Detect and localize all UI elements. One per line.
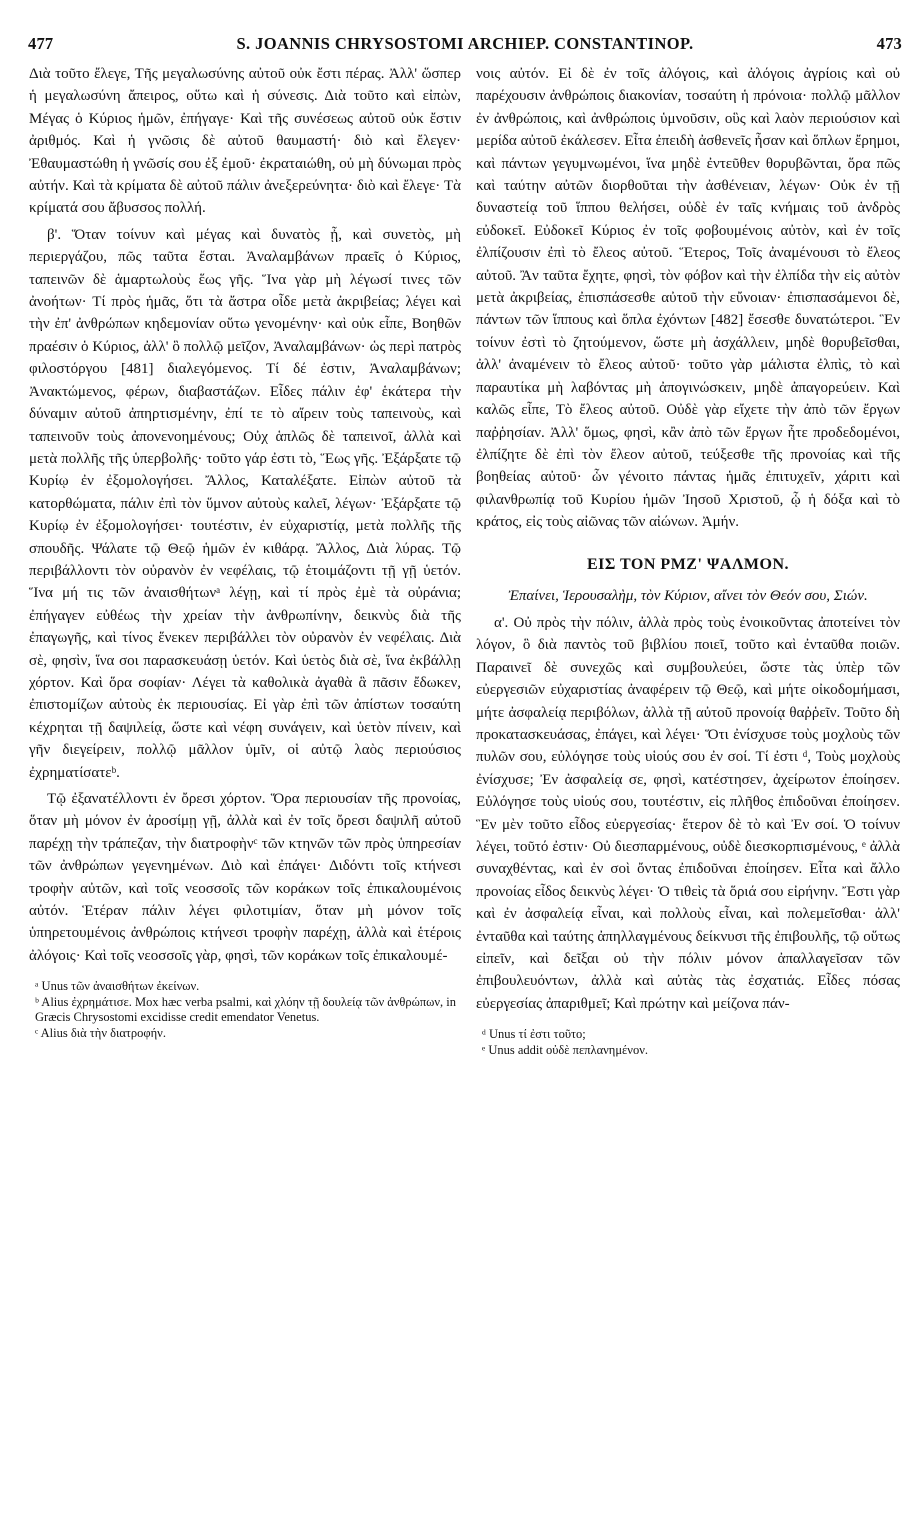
psalm-verse: Ἐπαίνει, Ἱερουσαλὴμ, τὸν Κύριον, αἴνει τὸν Θεόν σου, Σιών. bbox=[508, 587, 868, 604]
running-title: S. JOANNIS CHRYSOSTOMI ARCHIEP. CONSTANTINOP. bbox=[236, 34, 694, 53]
paragraph: Τῷ ἐξανατέλλοντι ἐν ὄρεσι χόρτον. Ὅρα περιουσίαν τῆς προνοίας, ὅταν μὴ μόνον ἐν ἀροσίμῃ γῇ, ἀλλὰ καὶ ἐν τοῖς ὄρεσι δαψιλῆ αὐτοῦ παρέχῃ τὴν τράπεζαν, τὴν διατροφὴνᶜ τῶν κτηνῶν τῶν πρὸς ὑπηρεσίαν τῶν ἀνθρώπων γεγενημένων. Διὸ καὶ ἐπάγει· Διδόντι τοῖς κτήνεσι τροφὴν αὐτῶν, καὶ τοῖς νεοσσοῖς τῶν κοράκων τοῖς ἐπικαλουμένοις αὐτόν. Ἑτέραν πάλιν λέγει φιλοτιμίαν, ὅταν μὴ μόνον τοῖς ὑπηρετουμένοις ἀνθρώποις κτήνεσι τροφὴν παρέχῃ, ἀλλὰ καὶ ἑτέροις ἀλόγοις· Καὶ τοῖς νεοσσοῖς γὰρ, φησὶ, τῶν κοράκων τοῖς ἐπικαλουμέ- bbox=[29, 791, 461, 964]
paragraph: β'. Ὅταν τοίνυν καὶ μέγας καὶ δυνατὸς ᾖ, καὶ συνετὸς, μὴ περιεργάζου, πῶς ταῦτα ἔσται. Ἀναλαμβάνων πραεῖς ὁ Κύριος, ταπεινῶν δὲ ἁμαρτωλοὺς ἕως γῆς. Ἵνα γὰρ μὴ λέγωσί τινες τῶν ἀνοήτων· Τί πρὸς ἡμᾶς, ὅτι τὰ ἄστρα οἶδε μετὰ ἀκριβείας; λέγει καὶ τὴν ἐπ' ἀνθρώπων κηδεμονίαν οὕτω γενομένην· καὶ οὐκ εἶπε, Βοηθῶν πραέσιν ὁ Κύριος, ἀλλ' ὃ πολλῷ μεῖζον, Ἀναλαμβάνων· ὡς περὶ πατρὸς φιλοστόργου [481] διαλεγόμενος. Τί δέ ἐστιν, Ἀναλαμβάνων; Ἀνακτώμενος, φέρων, διαβαστάζων. Εἶδες πάλιν ἐφ' ἑκάτερα τὴν δύναμιν αὐτοῦ ἀπηρτισμένην, ἐπί τε τὸ αἴρειν τοὺς ταπεινοὺς, καὶ ταπεινοῦν τοὺς ἀπονενοημένους; Οὐχ ἁπλῶς δὲ ταπεινοῖ, ἀλλὰ καὶ μετὰ πολλῆς τῆς ὑπερβολῆς· τοῦτο γάρ ἐστι τὸ, Ἕως γῆς. Ἐξάρξατε τῷ Κυρίῳ ἐν ἐξομολογήσει. Ἄλλος, Καταλέξατε. Εἰπὼν αὐτοῦ τὰ κατορθώματα, πάλιν ἐπὶ τὸν ὕμνον αὐτοὺς καλεῖ, λέγων· Ἐξάρξατε τῷ Κυρίῳ ἐν ἐξομολογήσει· τουτέστιν, ἐν εὐχαριστίᾳ, μετὰ πολλῆς τῆς σπουδῆς. Ψάλατε τῷ Θεῷ ἡμῶν ἐν κιθάρᾳ. Ἄλλος, Διὰ λύρας. Τῷ περιβάλλοντι τὸν οὐρανὸν ἐν νεφέλαις, τῷ ἑτοιμάζοντι τῇ γῇ ὑετόν. Ἵνα μή τις τῶν ἀναισθήτωνᵃ λέγῃ, καὶ τί πρὸς ἐμὲ τὰ οὐράνια; ἐπήγαγεν εὐθέως τὴν χρείαν τὴν ἀνθρωπίνην, δεικνὺς διὰ τῆς ἐπαγωγῆς, καὶ τίνος ἕνεκεν περιβάλλει τὸν οὐρανὸν ἐν νεφέλαις. Διὰ σὲ, φησὶν, ἵνα σοι παρασκευάσῃ ὑετόν. Καὶ ὑετὸς διὰ σὲ, ἵνα ἐκβάλλῃ χόρτον. Καὶ ὅρα σοφίαν· Λέγει τὰ καθολικὰ ἀγαθὰ ἃ πᾶσιν ἔδωκεν, ἐπιστομίζων αὐτοὺς ἐκ περιουσίας. Εἰ γὰρ ἐπὶ τῶν ἀπίστων τοσαύτη κέχρηται τῇ δαψιλείᾳ, ὥστε καὶ νέφη συνάγειν, καὶ ὑετὸν πίνειν, καὶ γῆν διεγείρειν, πολλῷ μᾶλλον ὑμῖν, οἱ αὐτῷ λαὸς περιούσιος ἐχρηματίσατεᵇ. bbox=[29, 226, 461, 781]
footnotes-right bbox=[476, 1027, 900, 1058]
paragraph: α'. Οὐ πρὸς τὴν πόλιν, ἀλλὰ πρὸς τοὺς ἐνοικοῦντας ἀποτείνει τὸν λόγον, ὃ διὰ παντὸς τοῦ βιβλίου ποιεῖ, τοῦτο καὶ ἐνταῦθα ποιῶν. Παραινεῖ δὲ συνεχῶς καὶ συμβουλεύει, ὥστε τὰς ὑπὲρ τῶν εὐεργεσιῶν εὐχαριστίας ἀναφέρειν τῷ Θεῷ, καὶ μήτε οἰκοδομήμασι, μήτε ἀσφαλείᾳ περιβόλων, ἀλλὰ τῇ αὐτοῦ προνοίᾳ θαῤῥεῖν. Τοῦτο δὴ προκατασκευάσας, ἐπάγει, καὶ λέγει· Ὅτι ἐνίσχυσε τοὺς μοχλοὺς τῶν πυλῶν σου, εὐλόγησε τοὺς υἱούς σου ἐν σοί. Τί ἐστι ᵈ, Τοὺς μοχλοὺς ἐνίσχυσε; Ἐν ἀσφαλείᾳ σε, φησὶ, κατέστησεν, ἀχείρωτον ἐποίησεν. Εὐλόγησε τοὺς υἱούς σου, τουτέστιν, εἰς πλῆθος ἐπιδοῦναι ἐποίησεν. Ἓν μὲν τοῦτο εἶδος εὐεργεσίας· ἕτερον δὲ τὸ καὶ Ἐν σοί. Ὁ τοίνυν λέγει, τοῦτό ἐστιν· Οὐ διεσπαρμένους, οὐδὲ διεσκορπισμένους, ᵉ ἀλλὰ συναχθέντας, καὶ ἐν σοὶ ὄντας ἐπιδοῦναι ἐποίησεν. Εἶτα καὶ ἄλλο προνοίας εἶδος δεικνὺς λέγει· Ὁ τιθεὶς τὰ ὅριά σου εἰρήνην. Ἔστι γὰρ καὶ ἐν ἀσφαλείᾳ εἶναι, καὶ πολλοὺς εἶναι, καὶ πολεμεῖσθαι· ἀλλ' ἐνταῦθα καὶ ταύτης ἀπηλλαγμένους δείκνυσι τῆς ἐπιβουλῆς, τῷ οὕτως εἰπεῖν, καὶ δεῖξαι οὐ τὴν πόλιν μόνον ἀπαλλαγεῖσαν τῶν ἐπιβουλευόντων, ἀλλὰ καὶ αὐτὰς τὰς ἐσχατιάς. Εἶδες πόσας εὐεργεσίας ἀπαριθμεῖ; Καὶ πρώτην καὶ μείζονα πάν- bbox=[476, 614, 900, 1012]
right-column bbox=[476, 63, 900, 1059]
footnotes-left bbox=[29, 979, 461, 1041]
paragraph: νοις αὐτόν. Εἰ δὲ ἐν τοῖς ἀλόγοις, καὶ ἀλόγοις ἀγρίοις καὶ οὐ παρέχουσιν ἀνθρώποις διακονίαν, τοσαύτη ἡ πρόνοια· πολλῷ μᾶλλον ἐν ἀνθρώποις, καὶ ἀνθρώποις ὑμνοῦσιν, οὓς καὶ λαὸν περιούσιον καὶ μερίδα αὐτοῦ ἐκάλεσεν. Εἶτα ἐπειδὴ ἀσθενεῖς ἦσαν καὶ ὅπλων ἔρημοι, καὶ πάντων γεγυμνωμένοι, ἵνα μηδὲ ἐντεῦθεν θορυβῶνται, ὅρα πῶς καὶ ταύτην αὐτῶν διορθοῦται τὴν ἀσθένειαν, λέγων· Οὐκ ἐν τῇ δυναστείᾳ τοῦ ἵππου θελήσει, οὐδὲ ἐν ταῖς κνήμαις τοῦ ἀνδρὸς εὐδοκεῖ. Εὐδοκεῖ Κύριος ἐν τοῖς φοβουμένοις αὐτὸν, καὶ ἐν τοῖς ἐλπίζουσιν ἐπὶ τὸ ἔλεος αὐτοῦ. Ἕτερος, Τοῖς ἀναμένουσι τὸ ἔλεος αὐτοῦ. Ἂν ταῦτα ἔχητε, φησὶ, τὸν φόβον καὶ τὴν ἐλπίδα τὴν εἰς αὐτὸν μετὰ ἀκριβείας, ἐπισπάσεσθε αὐτοῦ τὴν εὔνοιαν· ἐπισπασάμενοι δὲ, πάντων τῶν ἵππους καὶ ὅπλα ἐχόντων [482] ἔσεσθε δυνατώτεροι. Ἓν τοίνυν ἐστὶ τὸ ζητούμενον, ὥστε μὴ ἀσχάλλειν, μηδὲ θορυβεῖσθαι, ἀλλ' ἀναμένειν τὸ ἔλεος αὐτοῦ· τοῦτο γὰρ μάλιστα ἐλπὶς, τὸ καὶ παραυτίκα μὴ λαβόντας μὴ ἀπογινώσκειν, μηδὲ ἀπαγορεύειν. Καὶ καλῶς εἶπε, Τὸ ἔλεος αὐτοῦ. Οὐδὲ γὰρ εἴχετε τὴν ἀπὸ τῶν ἔργων παῤῥησίαν. Ἀλλ' ὅμως, φησὶ, κἂν ἀπὸ τῶν ἔργων ἦτε προδεδομένοι, ἐλπίζητε δὲ ἐπὶ τὸν ἔλεον αὐτοῦ, τεύξεσθε τῆς προνοίας καὶ τῆς βοηθείας αὐτοῦ· ὧν γένοιτο πάντας ἡμᾶς ἐπιτυχεῖν, χάριτι καὶ φιλανθρωπίᾳ τοῦ Κυρίου ἡμῶν Ἰησοῦ Χριστοῦ, ᾧ ἡ δόξα καὶ τὸ κράτος, εἰς τοὺς αἰῶνας τῶν αἰώνων. Ἀμήν. bbox=[476, 66, 900, 531]
section-heading: ΕΙΣ ΤΟΝ ΡΜΖ' ΨΑΛΜΟΝ. bbox=[586, 555, 790, 573]
footnote: ᵇ Alius ἐχρημάτισε. Mox hæc verba psalmi, καὶ χλόην τῇ δουλείᾳ τῶν ἀνθρώπων, in Græcis Chrysostomi excidisse credit emendator Venetus. bbox=[35, 995, 457, 1025]
footnote: ᵉ Unus addit οὐδὲ πεπλανημένον. bbox=[482, 1043, 648, 1058]
footnote: ᶜ Alius διὰ τὴν διατροφήν. bbox=[35, 1026, 166, 1041]
footnote: ᵃ Unus τῶν ἀναισθήτων ἐκείνων. bbox=[35, 979, 200, 994]
left-column bbox=[29, 63, 461, 1042]
running-header bbox=[28, 34, 902, 56]
footnote: ᵈ Unus τί ἐστι τοῦτο; bbox=[482, 1027, 586, 1042]
page-number-right: 473 bbox=[876, 34, 902, 53]
page-number-left: 477 bbox=[28, 34, 54, 53]
paragraph: Διὰ τοῦτο ἔλεγε, Τῆς μεγαλωσύνης αὐτοῦ οὐκ ἔστι πέρας. Ἀλλ' ὥσπερ ἡ μεγαλωσύνη ἄπειρος, οὕτω καὶ ἡ σύνεσις. Διὰ τοῦτο καὶ εἰπὼν, Μέγας ὁ Κύριος ἡμῶν, ἐπήγαγε· Καὶ τῆς συνέσεως αὐτοῦ οὐκ ἔστιν ἀριθμός. Καὶ ἡ γνῶσις δὲ αὐτοῦ θαυμαστή· διὸ καὶ ἔλεγεν· Ἐθαυμαστώθη ἡ γνῶσίς σου ἐξ ἐμοῦ· ἐκραταιώθη, οὐ μὴ δύνωμαι πρὸς αὐτήν. Καὶ τὰ κρίματα δὲ αὐτοῦ πάλιν ἀνεξερεύνητα· διὸ καὶ ἔλεγε· Τὰ κρίματά σου ἄβυσσος πολλή. bbox=[29, 66, 461, 217]
